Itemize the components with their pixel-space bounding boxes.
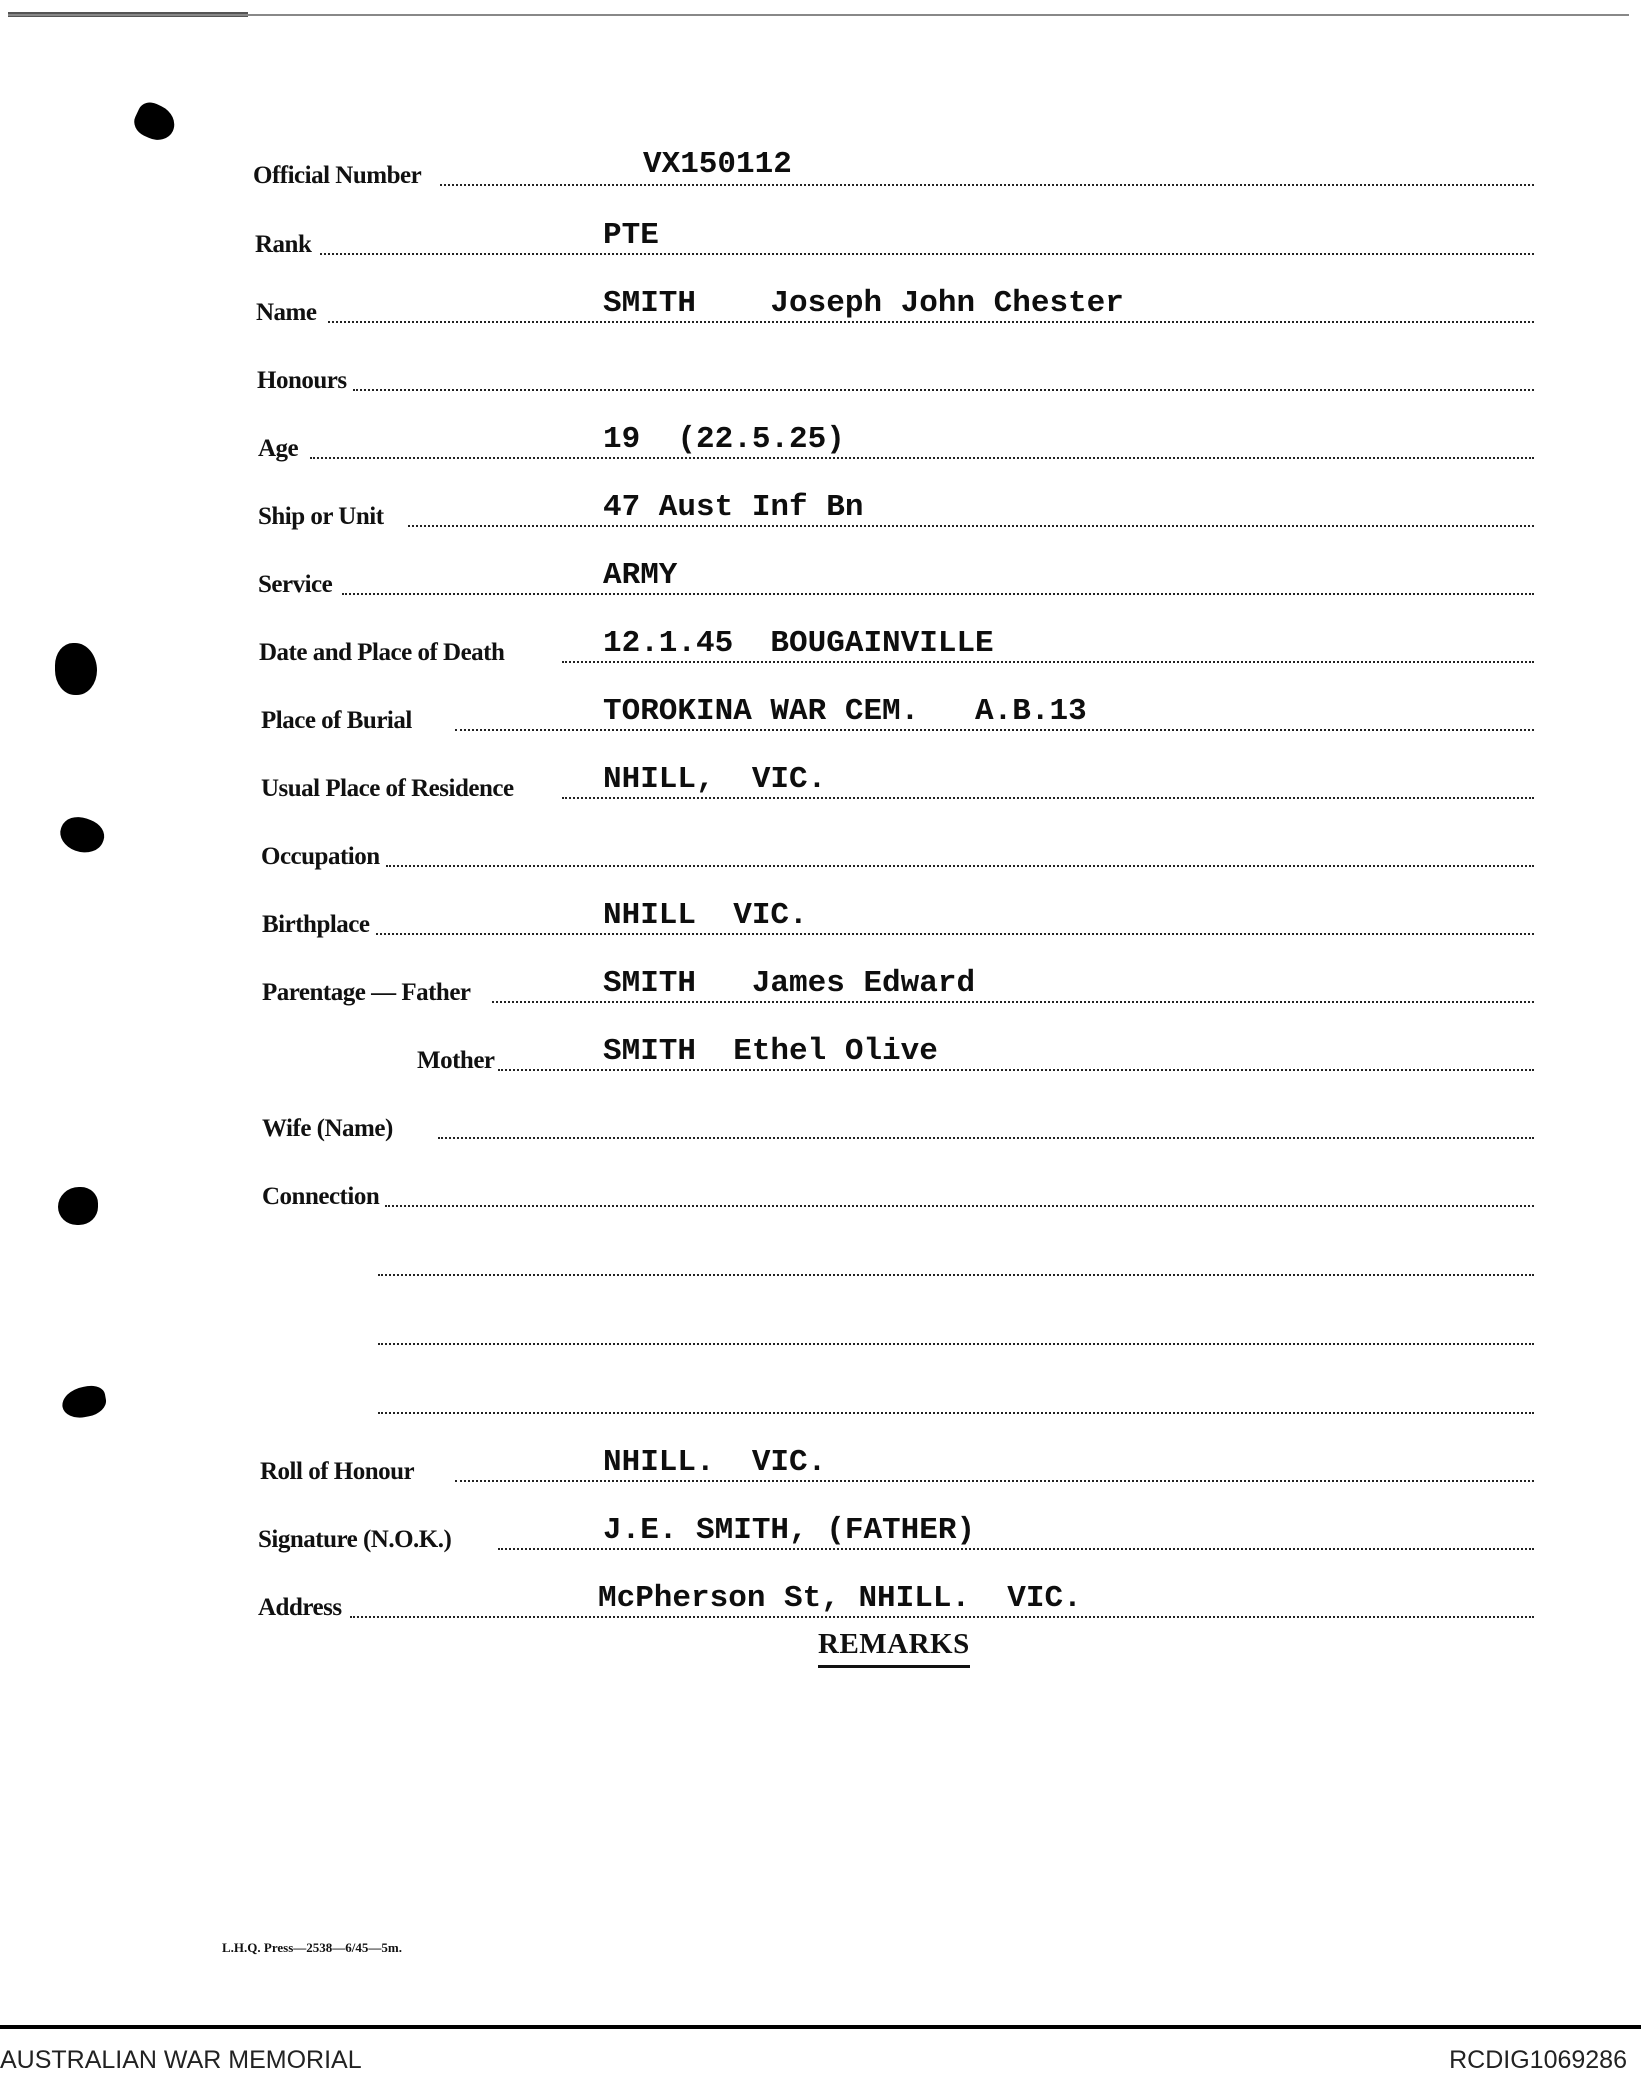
printer-imprint: L.H.Q. Press—2538—6/45—5m. [222,1940,402,1955]
connection-extra-line-2 [0,1309,1641,1349]
field-ship-or-unit [0,491,1641,531]
ship-or-unit-value: 47 Aust Inf Bn [603,490,864,525]
connection-label: Connection [262,1183,380,1210]
age-line [310,457,1534,459]
field-official-number [0,147,1641,190]
occupation-line [386,865,1534,867]
remarks-heading: REMARKS [818,1628,970,1668]
archive-reference-id: RCDIG1069286 [1449,2046,1627,2074]
address-label: Address [258,1594,342,1621]
field-occupation [0,831,1641,871]
connection-extra-line-3 [0,1378,1641,1418]
address-value: McPherson St, NHILL. VIC. [598,1581,1082,1616]
field-father [0,967,1641,1007]
occupation-label: Occupation [261,843,380,870]
ship-or-unit-line [408,525,1534,527]
field-honours [0,355,1641,395]
honours-line [353,389,1534,391]
death-label: Date and Place of Death [259,639,505,666]
connection-line [385,1205,1534,1207]
field-address [0,1582,1641,1622]
death-line [562,661,1534,663]
ship-or-unit-label: Ship or Unit [258,503,384,530]
official-number-value: VX150112 [643,147,792,182]
birthplace-label: Birthplace [262,911,370,938]
field-birthplace [0,899,1641,939]
field-signature [0,1514,1641,1554]
honours-label: Honours [257,367,347,394]
connection-continuation-line-3 [378,1412,1534,1414]
field-burial [0,695,1641,735]
signature-line [498,1548,1534,1550]
rank-label: Rank [255,231,312,258]
burial-value: TOROKINA WAR CEM. A.B.13 [603,694,1087,729]
official-number-label: Official Number [253,162,422,189]
father-value: SMITH James Edward [603,966,976,1001]
field-residence [0,763,1641,803]
field-rank [0,219,1641,259]
field-name [0,287,1641,327]
burial-label: Place of Burial [261,707,412,734]
service-line [342,593,1534,595]
roll-of-honour-label: Roll of Honour [260,1458,415,1485]
name-line [328,321,1534,323]
service-value: ARMY [603,558,678,593]
father-line [492,1001,1534,1003]
roll-of-honour-line [455,1480,1534,1482]
scan-top-edge [8,14,1629,16]
address-line [350,1616,1534,1618]
connection-extra-line-1 [0,1240,1641,1280]
connection-continuation-line-1 [378,1274,1534,1276]
age-label: Age [258,435,299,462]
service-label: Service [258,571,333,598]
connection-continuation-line-2 [378,1343,1534,1345]
name-value: SMITH Joseph John Chester [603,286,1124,321]
signature-label: Signature (N.O.K.) [258,1526,452,1553]
roll-of-honour-value: NHILL. VIC. [603,1445,827,1480]
age-value: 19 (22.5.25) [603,422,845,457]
archive-credit: AUSTRALIAN WAR MEMORIAL [0,2046,362,2074]
scan-bottom-edge [0,2025,1641,2029]
field-connection [0,1171,1641,1211]
rank-value: PTE [603,218,659,253]
father-label: Parentage — Father [262,979,471,1006]
mother-label: Mother [417,1047,495,1074]
binding-hole-1 [130,98,181,146]
name-label: Name [256,299,317,326]
official-number-line [440,184,1534,186]
mother-value: SMITH Ethel Olive [603,1034,938,1069]
field-roll-of-honour [0,1446,1641,1486]
field-death [0,627,1641,667]
mother-line [498,1069,1534,1071]
field-wife [0,1103,1641,1143]
burial-line [455,729,1534,731]
wife-label: Wife (Name) [262,1115,393,1142]
residence-value: NHILL, VIC. [603,762,827,797]
signature-value: J.E. SMITH, (FATHER) [603,1513,976,1548]
residence-label: Usual Place of Residence [261,775,514,802]
birthplace-line [376,933,1534,935]
rank-line [320,253,1534,255]
field-mother [0,1035,1641,1075]
death-value: 12.1.45 BOUGAINVILLE [603,626,994,661]
residence-line [562,797,1534,799]
field-age [0,423,1641,463]
birthplace-value: NHILL VIC. [603,898,808,933]
field-service [0,559,1641,599]
wife-line [438,1137,1534,1139]
